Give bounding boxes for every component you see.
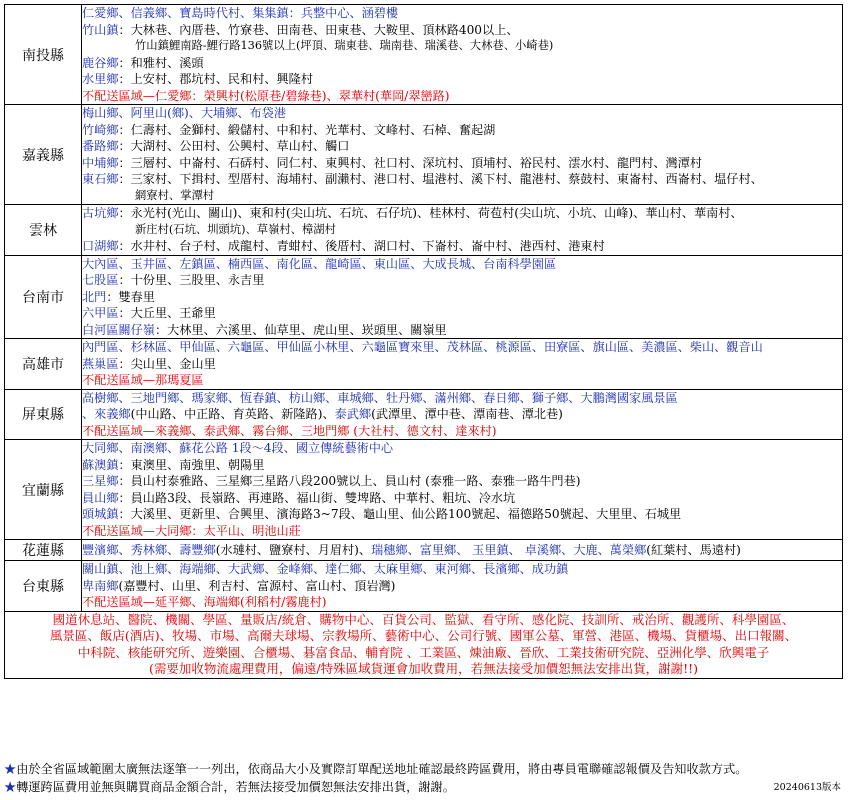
district-name: 泰武鄉: [334, 407, 372, 421]
district-name: 卑南鄉: [82, 578, 119, 593]
remote-area-table: [4, 4, 843, 679]
area-line: [82, 138, 842, 155]
village-list: ：永光村(光山、關山)、東和村(尖山坑、石坑、石仔坑)、桂林村、荷苞村(尖山坑、小坑、山峰)、華山村、華南村、: [118, 206, 743, 220]
village-list: (武潭里、潭中巷、潭南巷、潭北巷): [371, 407, 563, 421]
district-name: 蘇澳鎮: [82, 457, 119, 472]
district-name: 口湖鄉: [82, 239, 119, 253]
district-name: 白河區關仔嶺: [82, 322, 155, 337]
area-line: [82, 339, 842, 356]
district-name: 古坑鄉: [82, 206, 119, 220]
district-name: 東石鄉: [82, 172, 119, 186]
area-line: [82, 105, 842, 122]
area-list: [82, 255, 843, 339]
area-list: [82, 5, 843, 105]
district-name: 三星鄉: [82, 474, 119, 488]
county-name: 宜蘭縣: [5, 440, 82, 540]
version-label: 20240613版本: [773, 782, 841, 793]
county-name: 雲林: [5, 205, 82, 256]
district-name: 水里鄉: [82, 72, 119, 86]
area-line: [82, 171, 842, 188]
district-name: 鹿谷鄉: [82, 55, 119, 70]
area-list: [82, 339, 843, 390]
area-line: [82, 272, 842, 289]
area-line: [82, 238, 842, 255]
footer-line-2: 風景區、飯店(酒店)、牧場、市場、高爾夫球場、宗教場所、藝術中心、公司行號、國軍公墓、軍營、港區、機場、貨櫃場、出口報關、: [49, 628, 798, 643]
area-list: [82, 540, 843, 561]
county-name: 花蓮縣: [5, 540, 82, 561]
village-list: ：大丘里、王爺里: [118, 306, 216, 320]
village-list: 新庄村(石坑、圳頭坑)、草嶺村、樟湖村: [135, 222, 336, 236]
village-list: (紅葉村、馬遠村): [646, 542, 741, 557]
village-list: ：雙春里: [106, 289, 155, 304]
district-name: 瑞穗鄉、富里鄉、 玉里鎮、 卓溪鄉、大鹿、萬榮鄉: [371, 542, 647, 557]
village-list: (嘉豐村、山里、利吉村、富源村、富山村、頂岩灣): [118, 578, 396, 593]
county-row: [5, 339, 843, 390]
area-line: [82, 256, 842, 273]
note-1: [4, 760, 843, 778]
area-line: [82, 506, 842, 523]
star-icon: ★: [4, 780, 17, 794]
village-list: ：上安村、郡坑村、民和村、興隆村: [118, 72, 313, 86]
county-row: [5, 205, 843, 256]
county-row: [5, 389, 843, 440]
district-name: 竹崎鄉: [82, 122, 119, 137]
village-list: ：員山村泰雅路、三星鄉三星路八段200號以上、員山村 (泰雅一路、泰雅一路牛門巷): [118, 474, 581, 488]
area-list: [82, 105, 843, 205]
district-name: 燕巢區: [82, 356, 119, 371]
note-2: [4, 778, 843, 796]
county-row: [5, 255, 843, 339]
county-row: [5, 561, 843, 612]
village-list: ：十份里、三股里、永吉里: [118, 273, 265, 287]
area-line: [82, 155, 842, 172]
village-list: ：水井村、台子村、成龍村、青蚶村、後厝村、湖口村、下崙村、崙中村、港西村、港東村: [118, 239, 605, 253]
area-line: [82, 122, 842, 139]
area-line: [82, 55, 842, 72]
no-delivery-text: 不配送區域—大同鄉：太平山、明池山莊: [82, 523, 301, 538]
village-list: ：員山路3段、長嶺路、再連路、福山街、雙埤路、中華村、粗坑、冷水坑: [118, 490, 516, 505]
county-row: [5, 440, 843, 540]
footer-row: [5, 611, 843, 678]
no-delivery-text: 不配送區域—仁愛鄉：榮興村(松原巷/碧綠巷)、翠華村(華岡/翠巒路): [82, 88, 450, 103]
village-list: ：大林巷、內厝巷、竹寮巷、田南巷、田東巷、大鞍里、頂林路400以上、: [118, 22, 519, 37]
village-list: 網寮村、掌潭村: [135, 188, 215, 202]
county-name: 高雄市: [5, 339, 82, 390]
area-line: [82, 390, 842, 407]
village-list: ：大溪里、更新里、合興里、濱海路3~7段、龜山里、仙公路100號起、福德路50號起、大里里、石城里: [118, 507, 682, 521]
county-row: [5, 5, 843, 105]
area-line: [82, 473, 842, 490]
area-list: [82, 389, 843, 440]
village-list: ：東澳里、南強里、朝陽里: [118, 457, 265, 472]
area-line: [82, 356, 842, 373]
area-line: [82, 71, 842, 88]
county-name: 台南市: [5, 255, 82, 339]
village-list: ：仁壽村、金獅村、緞儲村、中和村、光華村、文峰村、石棹、奮起湖: [118, 122, 496, 137]
district-name: 仁愛鄉、信義鄉、寶島時代村、集集鎮：兵整中心、涵碧樓: [82, 6, 399, 20]
village-list: (中山路、中正路、育英路、新隆路)、: [130, 407, 335, 421]
area-line: [82, 490, 842, 507]
district-name: 七股區: [82, 273, 119, 287]
excluded-venues-cell: [5, 611, 843, 678]
village-list: ：和雅村、溪頭: [118, 55, 204, 70]
county-name: 台東縣: [5, 561, 82, 612]
district-name: 高樹鄉、三地門鄉、瑪家鄉、恆春鎮、枋山鄉、車城鄉、牡丹鄉、滿州鄉、春日鄉、獅子鄉、大鵬灣國家風景區: [82, 390, 678, 405]
district-name: 員山鄉: [82, 490, 119, 505]
area-line: [82, 22, 842, 39]
footer-line-1: 國道休息站、醫院、機關、學區、量販店/統倉、購物中心、百貨公司、監獄、看守所、感化院、技訓所、戒治所、觀護所、科學園區、: [52, 611, 795, 627]
area-line: [82, 188, 842, 205]
county-name: 屏東縣: [5, 389, 82, 440]
village-list: (水璉村、鹽寮村、月眉村)、: [215, 542, 372, 557]
area-line: [82, 205, 842, 222]
area-line: [82, 88, 842, 105]
area-line: [82, 561, 842, 578]
district-name: 頭城鎮: [82, 507, 119, 521]
district-name: 竹山鎮: [82, 22, 119, 37]
village-list: ：尖山里、金山里: [118, 356, 216, 371]
village-list: ：大湖村、公田村、公興村、草山村、觸口: [118, 139, 350, 153]
area-line: [82, 372, 842, 389]
footer-line-3: 中科院、核能研究所、遊樂園、合櫃場、碁富食品、輔育院 、工業區、煉油廠、晉欣、工業技術研究院、亞洲化學、欣興電子: [77, 644, 770, 660]
area-line: [82, 578, 842, 595]
no-delivery-text: 不配送區域—那瑪夏區: [82, 373, 204, 387]
area-list: [82, 440, 843, 540]
county-row: [5, 105, 843, 205]
footer-line-4: (需要加收物流處理費用，偏遠/特殊區域貨運會加收費用，若無法接受加價恕無法安排出貨，謝謝!!): [148, 661, 698, 676]
note-1-text: 由於全省區域範圍太廣無法逐筆一一列出，依商品大小及實際訂單配送地址確認最終跨區費用，將由專員電聯確認報價及告知收款方式。: [16, 762, 748, 776]
district-name: 北門: [82, 289, 107, 304]
area-line: [82, 423, 842, 440]
village-list: ：三層村、中崙村、石硦村、同仁村、東興村、社口村、深坑村、頂埔村、裕民村、澐水村、龍門村、灣潭村: [118, 155, 702, 170]
area-line: [82, 38, 842, 55]
district-name: 豐濱鄉、秀林鄉、壽豐鄉: [82, 542, 216, 557]
county-row: [5, 540, 843, 561]
county-name: 南投縣: [5, 5, 82, 105]
district-name: 內門區、杉林區、甲仙區、六龜區、甲仙區小林里、六龜區寶來里、茂林區、桃源區、田寮區、旗山區、美濃區、柴山、觀音山: [82, 340, 763, 354]
district-name: 梅山鄉、阿里山(鄉)、大埔鄉、布袋港: [82, 106, 286, 120]
district-name: 六甲區: [82, 306, 119, 320]
area-line: [82, 542, 842, 559]
no-delivery-text: 不配送區域—來義鄉、泰武鄉、霧台鄉、三地門鄉 (大社村、德文村、達來村): [82, 423, 497, 438]
county-name: 嘉義縣: [5, 105, 82, 205]
village-list: ：大林里、六溪里、仙草里、虎山里、崁頭里、關嶺里: [154, 322, 447, 337]
area-line: [82, 5, 842, 22]
district-name: 大內區、玉井區、左鎮區、楠西區、南化區、龍崎區、東山區、大成長城、台南科學園區: [82, 256, 557, 271]
district-name: 大同鄉、南澳鄉、蘇花公路 1段～4段、國立傳統藝術中心: [82, 441, 394, 455]
area-list: [82, 561, 843, 612]
area-line: [82, 440, 842, 457]
area-line: [82, 222, 842, 239]
area-line: [82, 406, 842, 423]
no-delivery-text: 不配送區域—延平鄉、海端鄉(利稻村/霧鹿村): [82, 595, 327, 609]
district-name: 關山鎮、池上鄉、海端鄉、大武鄉、金峰鄉、達仁鄉、太麻里鄉、東河鄉、長濱鄉、成功鎮: [82, 562, 569, 576]
area-line: [82, 305, 842, 322]
note-2-text: 轉運跨區費用並無與購買商品金額合計，若無法接受加價恕無法安排出貨，謝謝。: [16, 780, 455, 794]
area-list: [82, 205, 843, 256]
notes: [4, 760, 843, 796]
area-line: [82, 322, 842, 339]
district-name: 、來義鄉: [82, 407, 131, 421]
area-line: [82, 457, 842, 474]
district-name: 中埔鄉: [82, 155, 119, 170]
area-line: [82, 523, 842, 540]
village-list: 竹山鎮鯉南路-鯉行路136號以上(坪頂、瑞東巷、瑞南巷、瑞溪巷、大林巷、小崎巷): [135, 39, 554, 52]
star-icon: ★: [4, 762, 17, 776]
village-list: ：三家村、下揖村、型厝村、海埔村、副瀨村、港口村、塭港村、溪下村、龍港村、蔡鼓村、東崙村、西崙村、塭仔村、: [118, 172, 763, 186]
area-line: [82, 289, 842, 306]
district-name: 番路鄉: [82, 139, 119, 153]
area-line: [82, 594, 842, 611]
